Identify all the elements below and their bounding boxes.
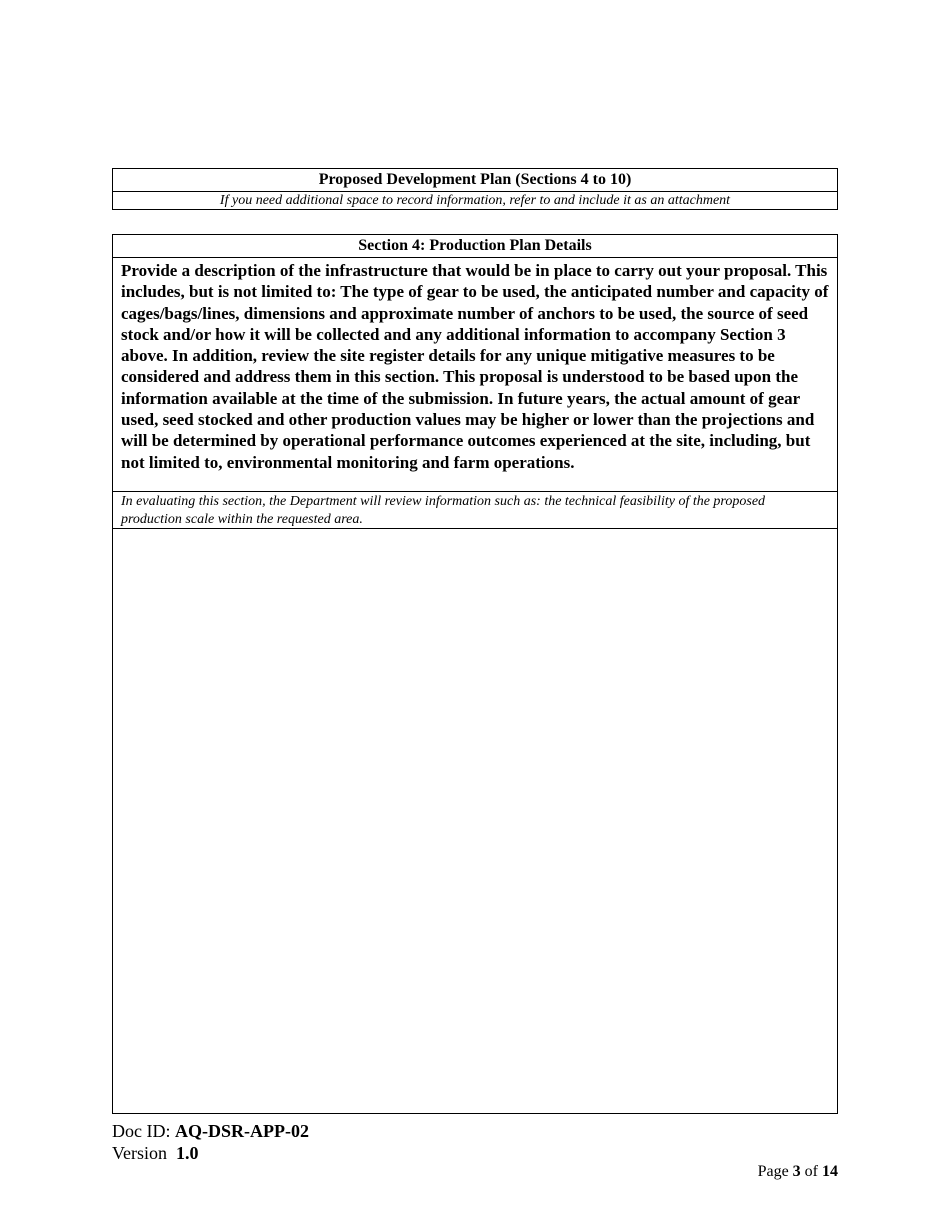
version-label: Version	[112, 1143, 176, 1163]
document-footer	[112, 1120, 309, 1164]
development-plan-title: Proposed Development Plan (Sections 4 to 10)	[113, 169, 837, 192]
section-4-table	[112, 234, 838, 1114]
development-plan-header-box	[112, 168, 838, 210]
page-number	[758, 1162, 838, 1182]
section-4-response-field[interactable]	[113, 529, 837, 1109]
page-of: of	[800, 1163, 822, 1180]
doc-id-label: Doc ID:	[112, 1121, 175, 1141]
page-current: 3	[792, 1163, 801, 1180]
doc-id-value: AQ-DSR-APP-02	[174, 1121, 309, 1141]
page-total: 14	[822, 1163, 838, 1180]
attachment-note: If you need additional space to record information, refer to and include it as an attachment	[219, 193, 731, 208]
section-4-instructions: Provide a description of the infrastructure that would be in place to carry out your proposal. This includes, but is not limited to: The type of gear to be used, the anticipated number and capacity of cages/bags/lines, dimensions and approximate number of anchors to be used, the source of seed stock and/or how it will be collected and any additional information to accompany Section 3 above. In addition, review the site register details for any unique mitigative measures to be considered and address them in this section. This proposal is understood to be based upon the information available at the time of the submission. In future years, the actual amount of gear used, seed stocked and other production values may be higher or lower than the projections and will be determined by operational performance outcomes experienced at the site, including, but not limited to, environmental monitoring and farm operations.	[113, 258, 837, 492]
version-value: 1.0	[176, 1143, 199, 1163]
section-4-evaluation-note: In evaluating this section, the Department will review information such as: the technical feasibility of the proposed production scale within the requested area.	[113, 492, 837, 529]
section-4-title: Section 4: Production Plan Details	[113, 235, 837, 258]
doc-id-line	[112, 1120, 309, 1142]
version-line	[112, 1142, 309, 1164]
page-label: Page	[757, 1163, 793, 1180]
